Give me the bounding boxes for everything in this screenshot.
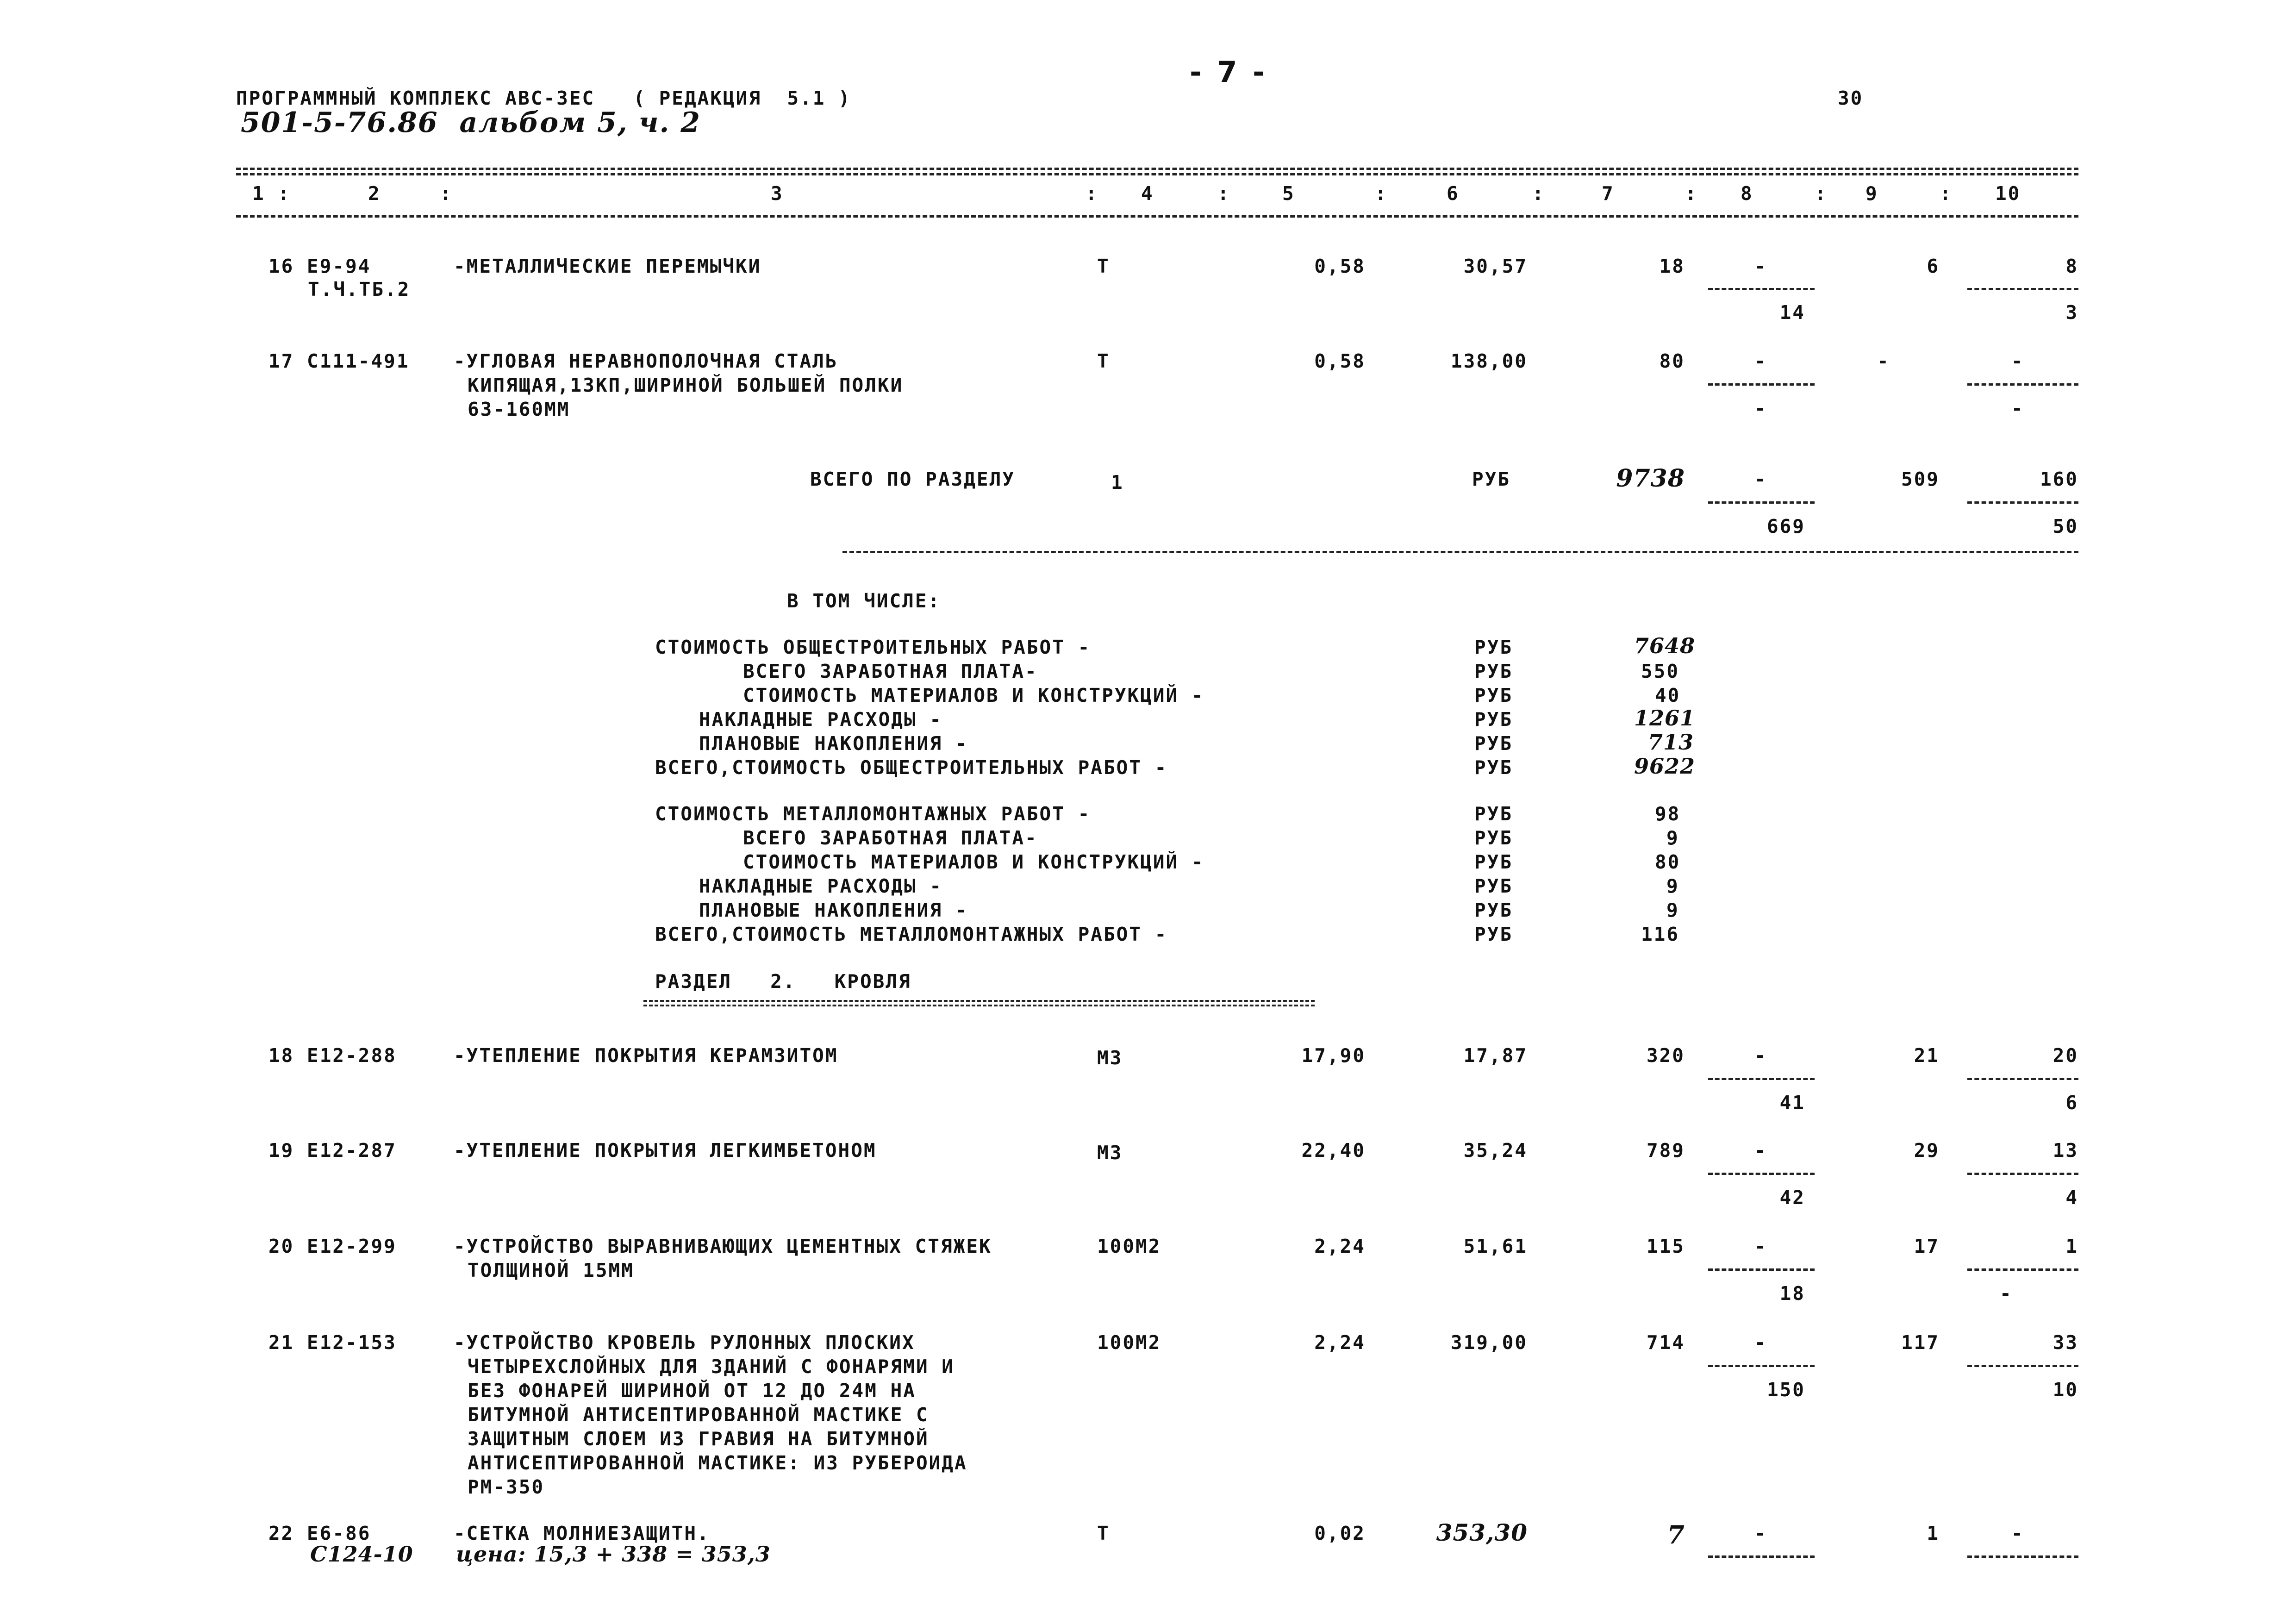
breakdown-label: ВСЕГО,СТОИМОСТЬ МЕТАЛЛОМОНТАЖНЫХ РАБОТ - bbox=[655, 923, 1168, 945]
row-col9: 21 bbox=[1914, 1044, 1940, 1067]
section-total-col8-top: - bbox=[1754, 468, 1767, 490]
row-unit: 100М2 bbox=[1097, 1331, 1161, 1354]
row-col10-top: 13 bbox=[2053, 1139, 2078, 1162]
row-col9: - bbox=[1877, 350, 1890, 372]
row-description: -УТЕПЛЕНИЕ ПОКРЫТИЯ КЕРАМЗИТОМ bbox=[454, 1044, 838, 1067]
fraction-line bbox=[1967, 1365, 2078, 1367]
section-total-number: 1 bbox=[1111, 471, 1124, 493]
col-sep: : bbox=[1685, 182, 1698, 205]
row-col10-bottom: 10 bbox=[2053, 1379, 2078, 1401]
row-col9: 29 bbox=[1914, 1139, 1940, 1162]
row-col9: 117 bbox=[1901, 1331, 1940, 1354]
row-col10-top: 20 bbox=[2053, 1044, 2078, 1067]
col-8: 8 bbox=[1741, 182, 1753, 205]
fraction-line bbox=[1708, 1555, 1815, 1558]
row-unit-price: 319,00 bbox=[1450, 1331, 1528, 1354]
col-1: 1 bbox=[252, 182, 265, 205]
row-col8-top: - bbox=[1754, 1522, 1767, 1544]
fraction-line bbox=[1708, 1078, 1815, 1080]
row-col10-bottom: 4 bbox=[2065, 1187, 2078, 1209]
row-description-line: БИТУМНОЙ АНТИСЕПТИРОВАННОЙ МАСТИКЕ С bbox=[468, 1404, 929, 1426]
row-code: 21 Е12-153 bbox=[268, 1331, 397, 1354]
breakdown-unit: РУБ bbox=[1474, 875, 1513, 897]
row-col8-bottom: 150 bbox=[1766, 1379, 1805, 1401]
breakdown-value: 40 bbox=[1655, 684, 1681, 706]
row-quantity: 0,02 bbox=[1314, 1522, 1366, 1544]
row-code-ref: С124-10 bbox=[310, 1542, 413, 1567]
row-price-note: цена: 15,3 + 338 = 353,3 bbox=[456, 1542, 771, 1567]
section-total-rule bbox=[842, 551, 2078, 553]
breakdown-label: СТОИМОСТЬ МЕТАЛЛОМОНТАЖНЫХ РАБОТ - bbox=[655, 803, 1091, 825]
breakdown-label: ПЛАНОВЫЕ НАКОПЛЕНИЯ - bbox=[699, 899, 968, 921]
breakdown-label: ВСЕГО ЗАРАБОТНАЯ ПЛАТА- bbox=[743, 827, 1038, 849]
breakdown-value: 98 bbox=[1655, 803, 1681, 825]
breakdown-label: ВСЕГО ЗАРАБОТНАЯ ПЛАТА- bbox=[743, 660, 1038, 682]
section-total-col10-bottom: 50 bbox=[2053, 515, 2078, 537]
row-code: 17 С111-491 bbox=[268, 350, 410, 372]
sheet-number: 30 bbox=[1838, 87, 1864, 109]
breakdown-unit: РУБ bbox=[1474, 636, 1513, 658]
col-sep: : bbox=[1940, 182, 1953, 205]
row-col8-top: - bbox=[1754, 1139, 1767, 1162]
section-total-label: ВСЕГО ПО РАЗДЕЛУ bbox=[810, 468, 1015, 490]
row-quantity: 0,58 bbox=[1314, 255, 1366, 277]
row-col8-top: - bbox=[1754, 350, 1767, 372]
row-unit: М3 bbox=[1097, 1142, 1123, 1164]
breakdown-label: ПЛАНОВЫЕ НАКОПЛЕНИЯ - bbox=[699, 732, 968, 755]
breakdown-label: СТОИМОСТЬ ОБЩЕСТРОИТЕЛЬНЫХ РАБОТ - bbox=[655, 636, 1091, 658]
fraction-line bbox=[1967, 1173, 2078, 1175]
row-col10-bottom: 3 bbox=[2065, 301, 2078, 324]
row-col9: 6 bbox=[1927, 255, 1940, 277]
row-quantity: 2,24 bbox=[1314, 1235, 1366, 1257]
row-quantity: 22,40 bbox=[1301, 1139, 1366, 1162]
header-rule-top bbox=[236, 168, 2078, 170]
fraction-line bbox=[1708, 383, 1815, 386]
col-sep: : bbox=[1815, 182, 1828, 205]
in-total-label: В ТОМ ЧИСЛЕ: bbox=[787, 590, 941, 612]
row-col8-bottom: 18 bbox=[1779, 1282, 1805, 1305]
row-col8-top: - bbox=[1754, 1331, 1767, 1354]
breakdown-value: 80 bbox=[1655, 851, 1681, 873]
row-description-line: 63-160ММ bbox=[468, 398, 570, 420]
breakdown-label: СТОИМОСТЬ МАТЕРИАЛОВ И КОНСТРУКЦИЙ - bbox=[743, 684, 1204, 706]
breakdown-unit: РУБ bbox=[1474, 732, 1513, 755]
row-description-line: РМ-350 bbox=[468, 1476, 545, 1498]
breakdown-unit: РУБ bbox=[1474, 660, 1513, 682]
row-unit-price: 35,24 bbox=[1463, 1139, 1528, 1162]
row-unit-price: 138,00 bbox=[1450, 350, 1528, 372]
row-col8-top: - bbox=[1754, 1235, 1767, 1257]
row-col8-bottom: 42 bbox=[1779, 1187, 1805, 1209]
row-description-line: ЧЕТЫРЕХСЛОЙНЫХ ДЛЯ ЗДАНИЙ С ФОНАРЯМИ И bbox=[468, 1355, 955, 1378]
fraction-line bbox=[1708, 501, 1815, 504]
col-10: 10 bbox=[1995, 182, 2021, 205]
breakdown-value: 9 bbox=[1666, 899, 1679, 921]
row-code: 18 Е12-288 bbox=[268, 1044, 397, 1067]
breakdown-unit: РУБ bbox=[1474, 684, 1513, 706]
row-unit: Т bbox=[1097, 1522, 1110, 1544]
section-total-col9: 509 bbox=[1901, 468, 1940, 490]
breakdown-unit: РУБ bbox=[1474, 803, 1513, 825]
col-sep: : bbox=[1532, 182, 1545, 205]
section-total-unit: РУБ bbox=[1472, 468, 1511, 490]
breakdown-value: 1261 bbox=[1634, 706, 1696, 731]
col-sep: : bbox=[1375, 182, 1388, 205]
row-unit-price: 353,30 bbox=[1436, 1519, 1528, 1546]
section-total-sum: 9738 bbox=[1616, 464, 1685, 493]
row-total: 714 bbox=[1646, 1331, 1685, 1354]
row-col8-bottom: 41 bbox=[1779, 1092, 1805, 1114]
breakdown-unit: РУБ bbox=[1474, 756, 1513, 779]
section-total-col8-bottom: 669 bbox=[1766, 515, 1805, 537]
program-header: ПРОГРАММНЫЙ КОМПЛЕКС АВС-ЗЕС ( РЕДАКЦИЯ 5.1 ) bbox=[236, 87, 851, 109]
row-col10-top: - bbox=[2011, 1522, 2024, 1544]
col-9: 9 bbox=[1866, 182, 1878, 205]
col-7: 7 bbox=[1602, 182, 1615, 205]
row-description-line: ЗАЩИТНЫМ СЛОЕМ ИЗ ГРАВИЯ НА БИТУМНОЙ bbox=[468, 1428, 929, 1450]
row-quantity: 0,58 bbox=[1314, 350, 1366, 372]
section-title: РАЗДЕЛ 2. КРОВЛЯ bbox=[655, 970, 911, 993]
breakdown-label: СТОИМОСТЬ МАТЕРИАЛОВ И КОНСТРУКЦИЙ - bbox=[743, 851, 1204, 873]
fraction-line bbox=[1708, 288, 1815, 290]
row-total: 320 bbox=[1646, 1044, 1685, 1067]
row-code-ref: Т.Ч.ТБ.2 bbox=[308, 278, 411, 300]
row-col10-top: 1 bbox=[2065, 1235, 2078, 1257]
breakdown-unit: РУБ bbox=[1474, 851, 1513, 873]
row-col8-bottom: 14 bbox=[1779, 301, 1805, 324]
breakdown-value: 116 bbox=[1641, 923, 1680, 945]
col-5: 5 bbox=[1282, 182, 1295, 205]
col-sep: : bbox=[278, 182, 291, 205]
header-rule-bottom bbox=[236, 215, 2078, 218]
row-unit-price: 30,57 bbox=[1463, 255, 1528, 277]
page-number: - 7 - bbox=[1190, 55, 1267, 89]
breakdown-value: 9 bbox=[1666, 875, 1679, 897]
row-unit: Т bbox=[1097, 255, 1110, 277]
fraction-line bbox=[1967, 383, 2078, 386]
row-total: 7 bbox=[1667, 1520, 1685, 1549]
row-col10-bottom: - bbox=[2011, 397, 2024, 419]
row-description-line: АНТИСЕПТИРОВАННОЙ МАСТИКЕ: ИЗ РУБЕРОИДА bbox=[468, 1452, 967, 1474]
breakdown-unit: РУБ bbox=[1474, 708, 1513, 731]
row-total: 789 bbox=[1646, 1139, 1685, 1162]
row-description-line: БЕЗ ФОНАРЕЙ ШИРИНОЙ ОТ 12 ДО 24М НА bbox=[468, 1380, 916, 1402]
row-code: 20 Е12-299 bbox=[268, 1235, 397, 1257]
row-col8-bottom: - bbox=[1754, 397, 1767, 419]
breakdown-value: 550 bbox=[1641, 660, 1680, 682]
col-sep: : bbox=[1086, 182, 1098, 205]
album-reference: 501-5-76.86 альбом 5, ч. 2 bbox=[241, 106, 701, 139]
row-col9: 17 bbox=[1914, 1235, 1940, 1257]
col-4: 4 bbox=[1141, 182, 1154, 205]
fraction-line bbox=[1967, 1078, 2078, 1080]
header-rule-top-2 bbox=[236, 173, 2078, 175]
fraction-line bbox=[1708, 1365, 1815, 1367]
fraction-line bbox=[1967, 1268, 2078, 1271]
row-col10-bottom: 6 bbox=[2065, 1092, 2078, 1114]
row-unit-price: 51,61 bbox=[1463, 1235, 1528, 1257]
col-6: 6 bbox=[1447, 182, 1460, 205]
row-unit: М3 bbox=[1097, 1047, 1123, 1069]
row-code: 16 Е9-94 bbox=[268, 255, 371, 277]
breakdown-label: НАКЛАДНЫЕ РАСХОДЫ - bbox=[699, 708, 942, 731]
row-description: -УТЕПЛЕНИЕ ПОКРЫТИЯ ЛЕГКИМБЕТОНОМ bbox=[454, 1139, 877, 1162]
row-col8-top: - bbox=[1754, 255, 1767, 277]
row-code: 22 Е6-86 bbox=[268, 1522, 371, 1544]
col-3: 3 bbox=[771, 182, 784, 205]
row-description: -УГЛОВАЯ НЕРАВНОПОЛОЧНАЯ СТАЛЬ bbox=[454, 350, 838, 372]
row-description: -УСТРОЙСТВО КРОВЕЛЬ РУЛОННЫХ ПЛОСКИХ bbox=[454, 1331, 915, 1354]
row-quantity: 17,90 bbox=[1301, 1044, 1366, 1067]
breakdown-unit: РУБ bbox=[1474, 923, 1513, 945]
breakdown-label: ВСЕГО,СТОИМОСТЬ ОБЩЕСТРОИТЕЛЬНЫХ РАБОТ - bbox=[655, 756, 1168, 779]
fraction-line bbox=[1708, 1173, 1815, 1175]
section-total-col10-top: 160 bbox=[2040, 468, 2078, 490]
breakdown-value: 713 bbox=[1648, 730, 1694, 755]
row-quantity: 2,24 bbox=[1314, 1331, 1366, 1354]
row-unit: 100М2 bbox=[1097, 1235, 1161, 1257]
row-col10-top: 33 bbox=[2053, 1331, 2078, 1354]
fraction-line bbox=[1967, 501, 2078, 504]
breakdown-unit: РУБ bbox=[1474, 899, 1513, 921]
row-code: 19 Е12-287 bbox=[268, 1139, 397, 1162]
row-total: 18 bbox=[1659, 255, 1685, 277]
fraction-line bbox=[1708, 1268, 1815, 1271]
row-unit: Т bbox=[1097, 350, 1110, 372]
row-total: 115 bbox=[1646, 1235, 1685, 1257]
col-sep: : bbox=[1217, 182, 1230, 205]
row-total: 80 bbox=[1659, 350, 1685, 372]
breakdown-value: 9622 bbox=[1634, 754, 1696, 779]
row-col10-top: - bbox=[2011, 350, 2024, 372]
col-sep: : bbox=[440, 182, 453, 205]
breakdown-value: 7648 bbox=[1634, 633, 1696, 658]
col-2: 2 bbox=[368, 182, 381, 205]
section-title-underline bbox=[643, 1000, 1315, 1006]
breakdown-value: 9 bbox=[1666, 827, 1679, 849]
fraction-line bbox=[1967, 288, 2078, 290]
fraction-line bbox=[1967, 1555, 2078, 1558]
row-description: -МЕТАЛЛИЧЕСКИЕ ПЕРЕМЫЧКИ bbox=[454, 255, 761, 277]
row-col8-top: - bbox=[1754, 1044, 1767, 1067]
row-description: -СЕТКА МОЛНИЕЗАЩИТН. bbox=[454, 1522, 710, 1544]
row-unit-price: 17,87 bbox=[1463, 1044, 1528, 1067]
row-description: -УСТРОЙСТВО ВЫРАВНИВАЮЩИХ ЦЕМЕНТНЫХ СТЯЖЕК bbox=[454, 1235, 992, 1257]
row-col10-top: 8 bbox=[2065, 255, 2078, 277]
row-col10-bottom: - bbox=[2000, 1282, 2013, 1305]
row-description-line: ТОЛЩИНОЙ 15ММ bbox=[468, 1259, 634, 1281]
row-col9: 1 bbox=[1927, 1522, 1940, 1544]
row-description-line: КИПЯЩАЯ,13КП,ШИРИНОЙ БОЛЬШЕЙ ПОЛКИ bbox=[468, 374, 904, 396]
breakdown-unit: РУБ bbox=[1474, 827, 1513, 849]
breakdown-label: НАКЛАДНЫЕ РАСХОДЫ - bbox=[699, 875, 942, 897]
